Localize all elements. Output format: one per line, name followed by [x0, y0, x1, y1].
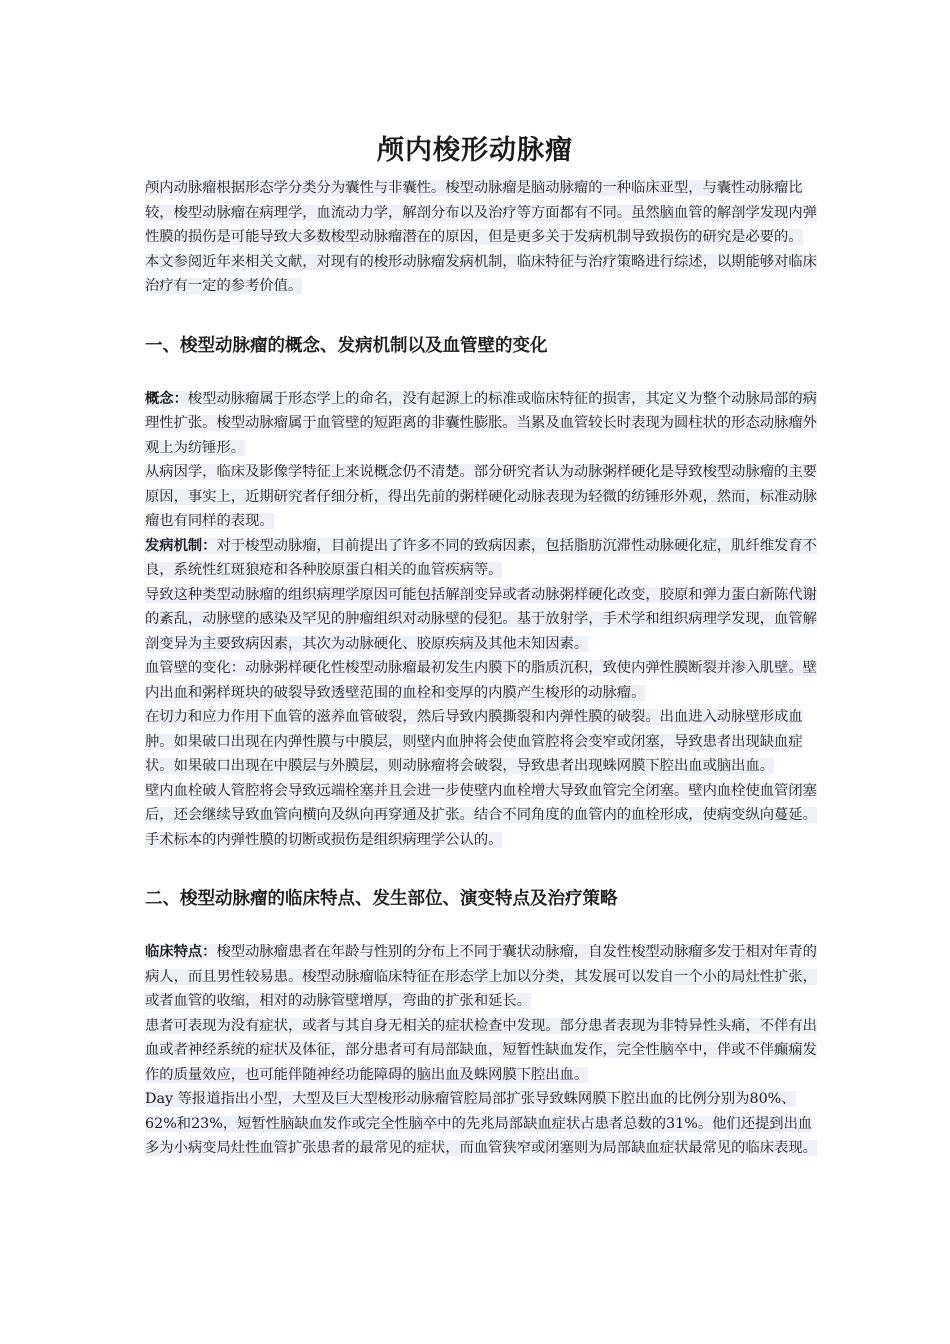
day-report-paragraph: Day 等报道指出小型，大型及巨大型梭形动脉瘤管腔局部扩张导致蛛网膜下腔出血的比例分别为80%、62%和23%，短暂性脑缺血发作或完全性脑卒中的先兆局部缺血症状占患者总数的31%。他们还提到出血多为小病变局灶性血管扩张患者的最常见的症状，而血管狭窄或闭塞则为局部缺血症状最常见的临床表现。 [145, 1091, 817, 1156]
thrombus-paragraph: 壁内血栓破人管腔将会导致远端栓塞并且会进一步使壁内血栓增大导致血管完全闭塞。壁内血栓使血管闭塞后，还会继续导致血管向横向及纵向再穿通及扩张。结合不同角度的血管内的血栓形成，使病变纵向蔓延。手术标本的内弹性膜的切断或损伤是组织病理学公认的。 [145, 782, 817, 848]
vessel-wall-paragraph: 血管壁的变化：动脉粥样硬化性梭型动脉瘤最初发生内膜下的脂质沉积，致使内弹性膜断裂并渗入肌壁。壁内出血和粥样斑块的破裂导致透壁范围的血栓和变厚的内膜产生梭形的动脉瘤。 [145, 660, 817, 701]
document-title: 颅内梭形动脉瘤 [377, 135, 573, 166]
etiology-paragraph: 从病因学，临床及影像学特征上来说概念仍不清楚。部分研究者认为动脉粥样硬化是导致梭型动脉瘤的主要原因，事实上，近期研究者仔细分析，得出先前的粥样硬化动脉表现为轻微的纺锤形外观，然而，标准动脉瘤也有同样的表现。 [145, 464, 817, 529]
clinical-label: 临床特点： [145, 944, 217, 960]
clinical-paragraph: 临床特点：梭型动脉瘤患者在年龄与性别的分布上不同于囊状动脉瘤，自发性梭型动脉瘤多发于相对年青的病人，而且男性较易患。梭型动脉瘤临床特征在形态学上加以分类，其发展可以发自一个小的局灶性扩张，或者血管的收缩，相对的动脉管壁增厚，弯曲的扩张和延长。 [145, 944, 817, 1009]
document-body [145, 176, 817, 1161]
mechanism-label: 发病机制： [145, 537, 217, 554]
pathology-paragraph: 导致这种类型动脉瘤的组织病理学原因可能包括解剖变异或者动脉粥样硬化改变，胶原和弹力蛋白新陈代谢的紊乱，动脉壁的感染及罕见的肿瘤组织对动脉壁的侵犯。基于放射学，手术学和组织病理学发现，血管解剖变异为主要致病因素，其次为动脉硬化、胶原疾病及其他未知因素。 [145, 586, 817, 652]
symptoms-paragraph: 患者可表现为没有症状，或者与其自身无相关的症状检查中发现。部分患者表现为非特异性头痛，不伴有出血或者神经系统的症状及体征，部分患者可有局部缺血，短暂性缺血发作，完全性脑卒中，伴或不伴癫痫发作的质量效应，也可能伴随神经功能障碍的脑出血及蛛网膜下腔出血。 [145, 1017, 817, 1083]
concept-paragraph: 概念：梭型动脉瘤属于形态学上的命名，没有起源上的标准或临床特征的损害，其定义为整个动脉局部的病理性扩张。梭型动脉瘤属于血管壁的短距离的非囊性膨胀。当累及血管较长时表现为圆柱状的形态动脉瘤外观上为纺锤形。 [145, 390, 817, 456]
concept-label: 概念： [145, 390, 188, 407]
section-2-heading: 二、梭型动脉瘤的临床特点、发生部位、演变特点及治疗策略 [145, 889, 618, 909]
mechanism-paragraph: 发病机制：对于梭型动脉瘤，目前提出了许多不同的致病因素，包括脂肪沉滞性动脉硬化症，肌纤维发育不良，系统性红斑狼疮和各种胶原蛋白相关的血管疾病等。 [145, 537, 817, 578]
section-1-heading: 一、梭型动脉瘤的概念、发病机制以及血管壁的变化 [145, 335, 548, 356]
intro-paragraph-2: 本文参阅近年来相关文献，对现有的梭形动脉瘤发病机制，临床特征与治疗策略进行综述，以期能够对临床治疗有一定的参考价值。 [145, 253, 817, 294]
stress-paragraph: 在切力和应力作用下血管的滋养血管破裂，然后导致内膜撕裂和内弹性膜的破裂。出血进入动脉壁形成血肿。如果破口出现在内弹性膜与中膜层，则壁内血肿将会使血管腔将会变窄或闭塞，导致患者出现缺血症状。如果破口出现在中膜层与外膜层，则动脉瘤将会破裂，导致患者出现蛛网膜下腔出血或脑出血。 [145, 709, 803, 774]
intro-paragraph-1: 颅内动脉瘤根据形态学分类分为囊性与非囊性。梭型动脉瘤是脑动脉瘤的一种临床亚型，与囊性动脉瘤比较，梭型动脉瘤在病理学，血流动力学，解剖分布以及治疗等方面都有不同。虽然脑血管的解剖学发现内弹性膜的损伤是可能导致大多数梭型动脉瘤潜在的原因，但是更多关于发病机制导致损伤的研究是必要的。 [145, 180, 817, 245]
